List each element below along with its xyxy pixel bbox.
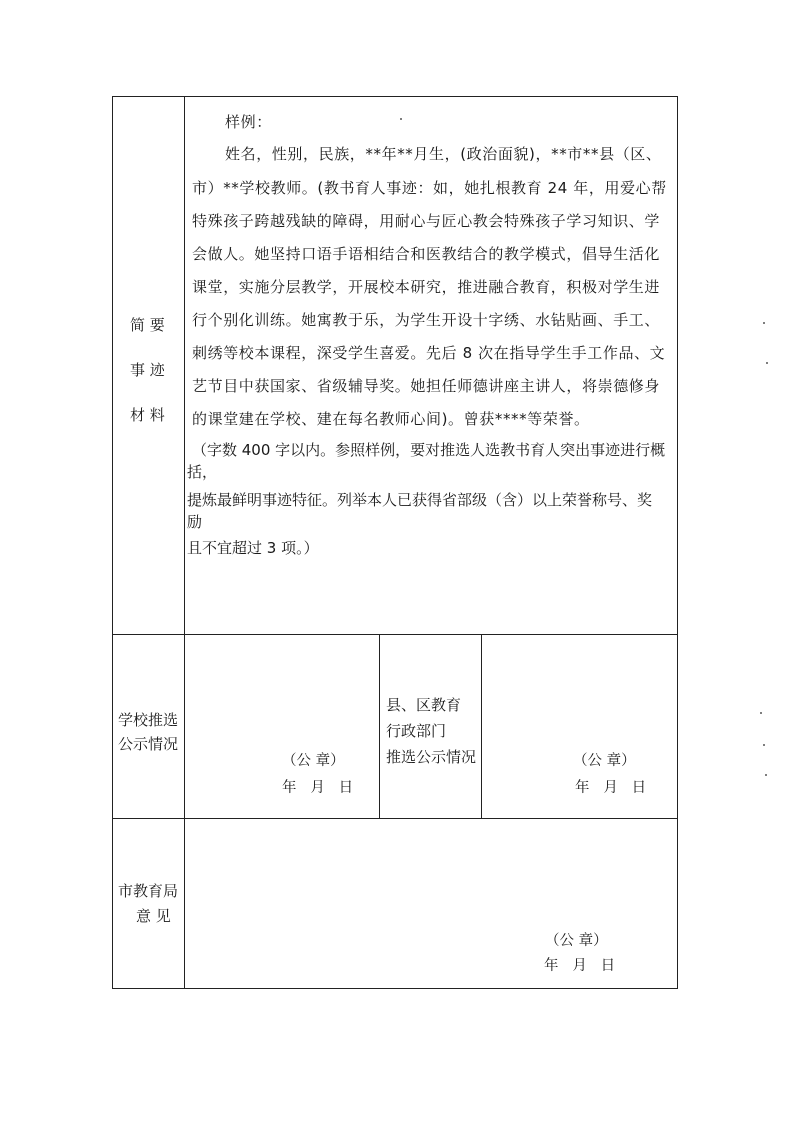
sample-line-8: 艺节目中获国家、省级辅导奖。她担任师德讲座主讲人，将崇德修身 (192, 377, 661, 395)
sample-line-4: 会做人。她坚持口语手语相结合和医教结合的教学模式，倡导生活化 (192, 245, 661, 263)
scan-speck (763, 322, 765, 324)
county-label-line-1: 县、区教育 (386, 696, 462, 714)
sample-heading: 样例： (225, 113, 272, 131)
jianyao-label-line-3: 材 料 (130, 406, 165, 424)
jianyao-content (185, 97, 677, 633)
sample-line-1: 姓名，性别，民族，**年**月生，(政治面貌)，**市**县（区、 (225, 145, 662, 163)
sample-line-6: 行个别化训练。她寓教于乐，为学生开设十字绣、水钻贴画、手工、 (192, 311, 661, 329)
note-line-4: 励 (187, 513, 203, 531)
county-date: 年 月 日 (575, 780, 647, 796)
county-cell-right-divider (481, 634, 482, 818)
jianyao-label-line-2: 事 迹 (130, 361, 165, 379)
school-date: 年 月 日 (282, 780, 354, 796)
sample-line-5: 课堂，实施分层教学，开展校本研究，推进融合教育，积极对学生进 (192, 278, 661, 296)
county-cell-left-divider (379, 634, 380, 818)
school-label-line-1: 学校推选 (118, 711, 179, 729)
jianyao-label-line-1: 简 要 (130, 316, 165, 334)
sample-line-2: 市）**学校教师。(教书育人事迹：如，她扎根教育 24 年，用爱心帮 (192, 179, 667, 197)
city-seal: （公 章） (545, 933, 608, 949)
row-divider-2 (112, 818, 678, 819)
school-seal: （公 章） (282, 753, 345, 769)
scan-speck (766, 362, 768, 364)
county-seal: （公 章） (573, 753, 636, 769)
county-label-line-2: 行政部门 (386, 722, 447, 740)
note-line-5: 且不宜超过 3 项。） (187, 539, 319, 557)
sample-line-3: 特殊孩子跨越残缺的障碍，用耐心与匠心教会特殊孩子学习知识、学 (192, 212, 661, 230)
scan-speck (400, 118, 402, 120)
row-divider-1 (112, 634, 678, 635)
sample-line-7: 刺绣等校本课程，深受学生喜爱。先后 8 次在指导学生手工作品、文 (192, 344, 666, 362)
city-label-line-1: 市教育局 (118, 882, 179, 900)
sample-line-9: 的课堂建在学校、建在每名教师心间)。曾获****等荣誉。 (192, 410, 590, 428)
note-line-3: 提炼最鲜明事迹特征。列举本人已获得省部级（含）以上荣誉称号、奖 (187, 491, 653, 509)
scan-speck (760, 712, 762, 714)
county-label-line-3: 推选公示情况 (386, 748, 477, 766)
scan-speck (763, 744, 765, 746)
note-line-1: （字数 400 字以内。参照样例，要对推选人选教书育人突出事迹进行概 (192, 441, 666, 459)
note-line-2: 括， (187, 463, 218, 481)
school-label-line-2: 公示情况 (118, 735, 179, 753)
scan-speck (765, 774, 767, 776)
city-label-line-2: 意 见 (136, 907, 171, 925)
city-date: 年 月 日 (544, 958, 616, 974)
